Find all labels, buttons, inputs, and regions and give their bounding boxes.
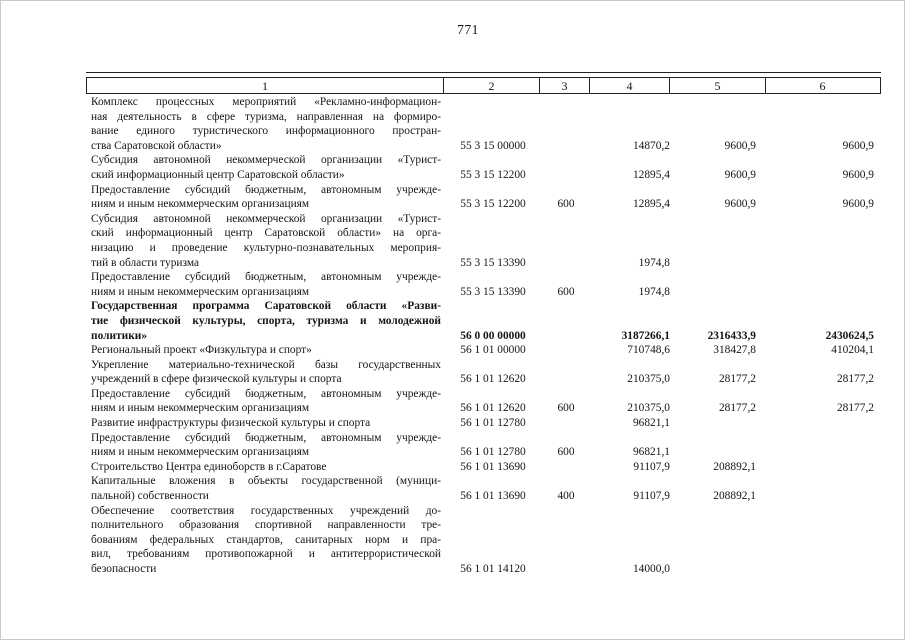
row-text-line: Комплекс процессных мероприятий «Рекламно-информацион- xyxy=(91,96,441,108)
header-col-3: 3 xyxy=(540,78,590,93)
cell-target-article-code: 56 1 01 13690 xyxy=(460,460,526,473)
cell-name xyxy=(86,460,445,475)
row-text-line: тий в области туризма xyxy=(91,256,200,269)
cell-amount-2: 208892,1 xyxy=(713,490,756,503)
cell-amount-1: 14870,2 xyxy=(632,139,670,152)
cell-amount-1: 1974,8 xyxy=(638,256,670,269)
table-row xyxy=(86,183,881,212)
cell-amount-3: 28177,2 xyxy=(836,402,874,415)
header-col-5: 5 xyxy=(670,78,766,93)
cell-amount-2: 9600,9 xyxy=(724,139,756,152)
cell-amount-2: 2316433,9 xyxy=(707,329,756,342)
row-text-line: бованиям федеральных стандартов, санитарных норм и пра- xyxy=(91,533,441,546)
cell-amount-1: 1974,8 xyxy=(638,285,670,298)
cell-name xyxy=(86,183,445,212)
cell-amount-3: 28177,2 xyxy=(836,373,874,386)
cell-amount-1: 12895,4 xyxy=(632,168,670,181)
row-text-line: Субсидия автономной некоммерческой организации «Турист- xyxy=(91,212,441,225)
row-text-line: пальной) собственности xyxy=(91,490,209,503)
budget-table xyxy=(86,72,881,577)
row-text-line: Субсидия автономной некоммерческой организации «Турист- xyxy=(91,154,441,167)
cell-name xyxy=(86,387,445,416)
page-number: 771 xyxy=(457,22,479,37)
row-text-line: ная деятельность в сфере туризма, направленная на формиро- xyxy=(91,110,441,123)
cell-name xyxy=(86,299,445,343)
cell-target-article-code: 56 1 01 12620 xyxy=(460,373,526,386)
row-text-line: Капитальные вложения в объекты государственной (муници- xyxy=(91,475,441,488)
cell-amount-1: 91107,9 xyxy=(633,490,670,503)
cell-target-article-code: 56 1 01 12620 xyxy=(460,402,526,415)
cell-amount-1: 91107,9 xyxy=(633,460,670,473)
row-text-line: низацию и проведение культурно-познавательных мероприя- xyxy=(91,241,441,254)
cell-amount-3: 2430624,5 xyxy=(825,329,874,342)
table-row xyxy=(86,343,881,358)
table-row xyxy=(86,460,881,475)
cell-amount-1: 3187266,1 xyxy=(621,329,670,342)
header-col-6: 6 xyxy=(819,79,826,93)
table-top-rule xyxy=(86,72,881,73)
row-text-line: вание единого туристического информационного простран- xyxy=(91,125,441,138)
cell-name xyxy=(86,153,445,182)
table-row xyxy=(86,212,881,270)
row-text-line: полнительного образования спортивной направленности тре- xyxy=(91,519,441,532)
row-text-line: политики» xyxy=(91,329,148,342)
table-row xyxy=(86,358,881,387)
table-row xyxy=(86,270,881,299)
table-row xyxy=(86,387,881,416)
cell-amount-2: 28177,2 xyxy=(718,373,756,386)
cell-name xyxy=(86,212,445,270)
cell-expense-type-code: 600 xyxy=(557,285,575,298)
cell-name xyxy=(86,270,445,299)
cell-name xyxy=(86,431,445,460)
cell-expense-type-code: 600 xyxy=(557,402,575,415)
table-row xyxy=(86,431,881,460)
table-row xyxy=(86,416,881,431)
cell-amount-1: 210375,0 xyxy=(627,373,670,386)
table-body xyxy=(86,95,881,577)
cell-amount-2: 28177,2 xyxy=(718,402,756,415)
cell-amount-1: 96821,1 xyxy=(632,417,670,430)
cell-target-article-code: 56 1 01 12780 xyxy=(460,446,526,459)
row-text-line: ства Саратовской области» xyxy=(91,139,222,152)
cell-target-article-code: 56 1 01 13690 xyxy=(460,490,526,503)
cell-name xyxy=(86,416,445,431)
row-text-line: Государственная программа Саратовской области «Разви- xyxy=(91,300,441,313)
cell-amount-2: 9600,9 xyxy=(724,198,756,211)
row-text-line: Укрепление материально-технической базы государственных xyxy=(91,358,441,371)
cell-target-article-code: 56 1 01 00000 xyxy=(460,344,526,357)
cell-target-article-code: 56 1 01 14120 xyxy=(460,563,526,575)
row-text-line: Развитие инфраструктуры физической культуры и спорта xyxy=(91,417,371,430)
table-row xyxy=(86,474,881,503)
cell-target-article-code: 55 3 15 13390 xyxy=(460,285,526,298)
row-text-line: ский информационный центр Саратовской области» на орга- xyxy=(91,227,441,240)
row-text-line: Обеспечение соответствия государственных учреждений до- xyxy=(91,504,441,517)
table-row xyxy=(86,504,881,577)
cell-target-article-code: 55 3 15 12200 xyxy=(460,198,526,211)
cell-amount-2: 318427,8 xyxy=(713,344,756,357)
row-text-line: Предоставление субсидий бюджетным, автономным учрежде- xyxy=(91,431,441,444)
cell-target-article-code: 56 1 01 12780 xyxy=(460,417,526,430)
table-header-row xyxy=(86,77,881,94)
cell-expense-type-code: 600 xyxy=(557,198,575,211)
row-text-line: Региональный проект «Физкультура и спорт» xyxy=(91,344,312,357)
cell-amount-1: 12895,4 xyxy=(632,198,670,211)
cell-target-article-code: 56 0 00 00000 xyxy=(460,329,526,342)
row-text-line: Предоставление субсидий бюджетным, автономным учрежде- xyxy=(91,387,441,400)
row-text-line: вил, требованиям противопожарной и антитеррористической xyxy=(91,548,441,561)
cell-amount-3: 9600,9 xyxy=(842,198,874,211)
row-text-line: Предоставление субсидий бюджетным, автономным учрежде- xyxy=(91,271,441,284)
header-col-4: 4 xyxy=(590,78,670,93)
cell-target-article-code: 55 3 15 12200 xyxy=(460,168,526,181)
cell-name xyxy=(86,95,445,153)
cell-amount-1: 210375,0 xyxy=(627,402,670,415)
table-row xyxy=(86,95,881,153)
row-text-line: ниям и иным некоммерческим организациям xyxy=(91,446,310,459)
row-text-line: учреждений в сфере физической культуры и спорта xyxy=(91,373,342,386)
cell-amount-2: 208892,1 xyxy=(713,460,756,473)
cell-name xyxy=(86,474,445,503)
row-text-line: ниям и иным некоммерческим организациям xyxy=(91,285,310,298)
cell-amount-1: 96821,1 xyxy=(632,446,670,459)
row-text-line: безопасности xyxy=(91,563,157,575)
cell-amount-3: 410204,1 xyxy=(831,344,874,357)
cell-target-article-code: 55 3 15 00000 xyxy=(460,139,526,152)
cell-target-article-code: 55 3 15 13390 xyxy=(460,256,526,269)
cell-name xyxy=(86,343,445,358)
header-col-2: 2 xyxy=(444,78,540,93)
row-text-line: ский информационный центр Саратовской области» xyxy=(91,168,345,181)
table-row xyxy=(86,299,881,343)
row-text-line: Предоставление субсидий бюджетным, автономным учрежде- xyxy=(91,183,441,196)
header-col-1: 1 xyxy=(87,78,444,93)
cell-amount-2: 9600,9 xyxy=(724,168,756,181)
table-row xyxy=(86,153,881,182)
cell-amount-3: 9600,9 xyxy=(842,139,874,152)
cell-name xyxy=(86,504,445,577)
row-text-line: тие физической культуры, спорта, туризма и молодежной xyxy=(91,314,441,327)
cell-expense-type-code: 600 xyxy=(557,446,575,459)
row-text-line: ниям и иным некоммерческим организациям xyxy=(91,402,310,415)
cell-expense-type-code: 400 xyxy=(557,490,575,503)
cell-amount-1: 710748,6 xyxy=(627,344,670,357)
row-text-line: ниям и иным некоммерческим организациям xyxy=(91,198,310,211)
cell-name xyxy=(86,358,445,387)
row-text-line: Строительство Центра единоборств в г.Саратове xyxy=(91,460,327,473)
cell-amount-3: 9600,9 xyxy=(842,168,874,181)
cell-amount-1: 14000,0 xyxy=(632,563,670,575)
